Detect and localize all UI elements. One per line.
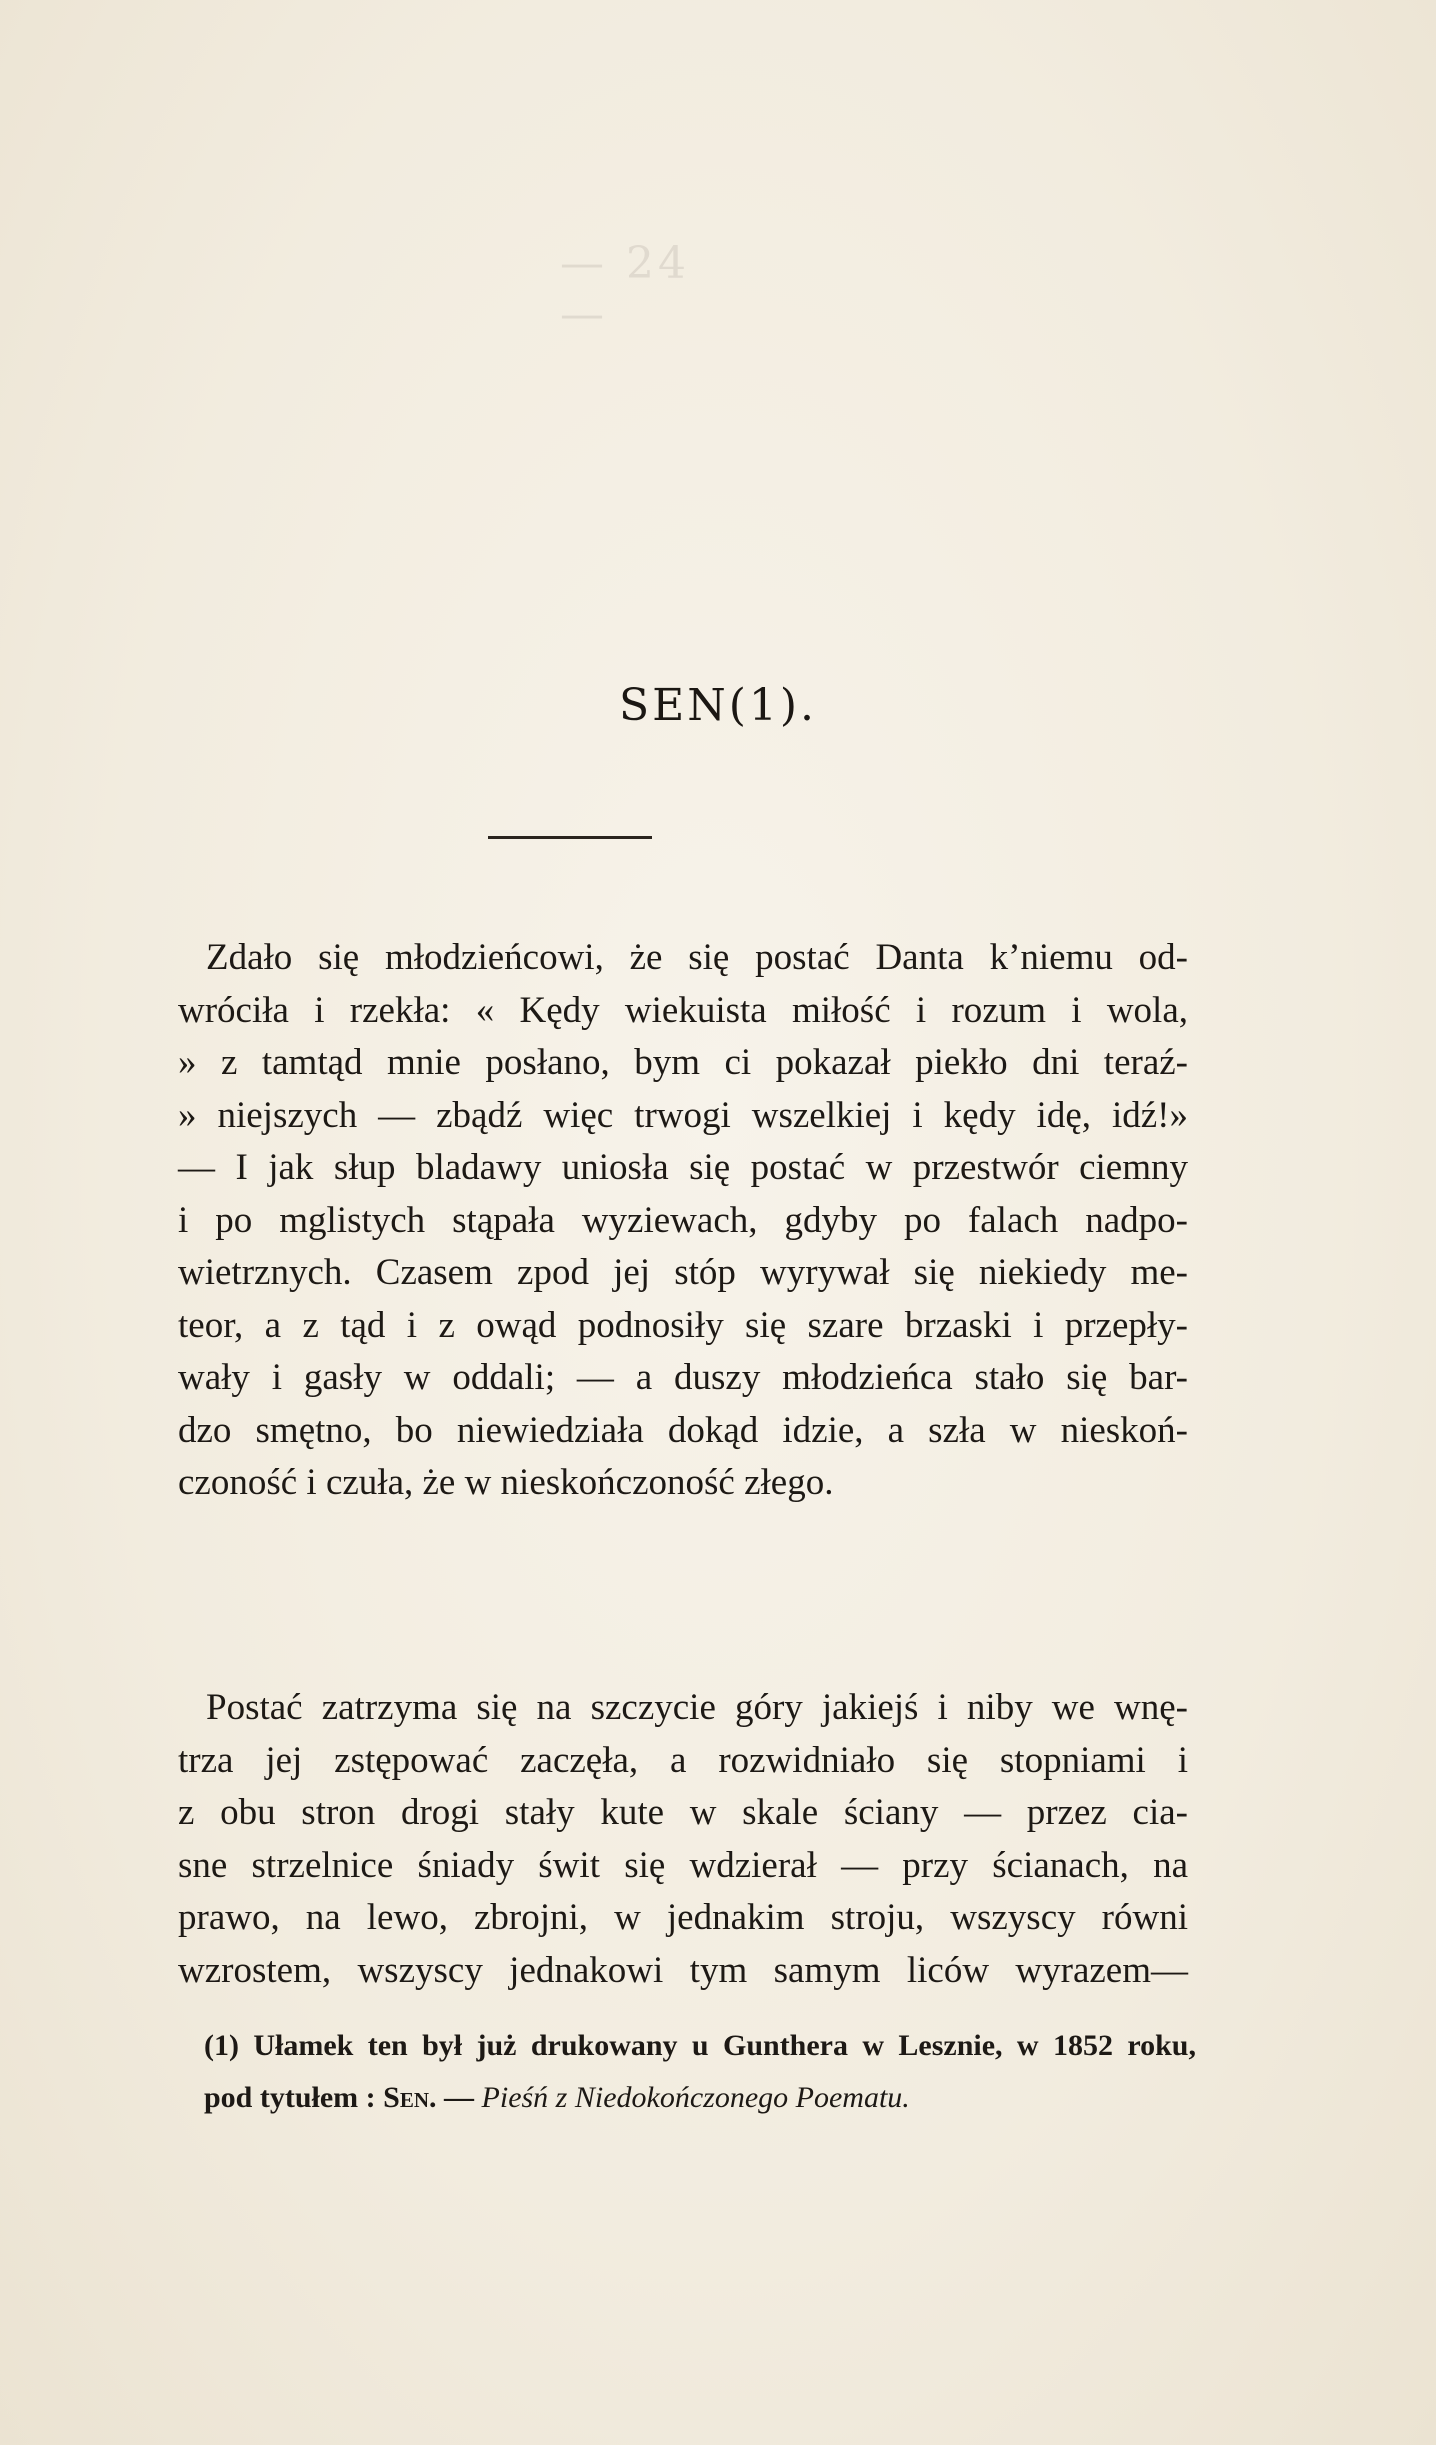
text-line: sne strzelnice śniady świt się wdzierał — przy ścianach, na [178, 1844, 1188, 1886]
footnote-prefix: pod tytułem : [204, 2081, 384, 2114]
text-line: prawo, na lewo, zbrojni, w jednakim stroju, wszyscy równi [178, 1897, 1188, 1938]
text-line: — I jak słup bladawy uniosła się postać w przestwór ciemny [178, 1147, 1188, 1188]
text-line: Postać zatrzyma się na szczycie góry jakiejś i niby we wnę- [206, 1687, 1188, 1728]
text-line: wróciła i rzekła: « Kędy wiekuista miłość i rozum i wola, [178, 989, 1188, 1031]
text-line: dzo smętno, bo niewiedziała dokąd idzie, a szła w nieskoń- [178, 1409, 1188, 1451]
text-line: teor, a z tąd i z owąd podnosiły się szare brzaski i przepły- [178, 1304, 1188, 1346]
footnote-title-smallcaps: Sen [383, 2081, 430, 2114]
text-line: » z tamtąd mnie posłano, bym ci pokazał piekło dni teraź- [178, 1042, 1188, 1083]
footnote-separator: . — [429, 2081, 482, 2114]
text-line: wietrznych. Czasem zpod jej stóp wyrywał się niekiedy me- [178, 1252, 1188, 1293]
chapter-title: SEN(1). [618, 680, 818, 731]
text-line: z obu stron drogi stały kute w skale ściany — przez cia- [178, 1792, 1188, 1833]
text-line: wzrostem, wszyscy jednakowi tym samym liców wyrazem— [178, 1949, 1188, 1991]
footnote-italic-title: Pieśń z Niedokończonego Poematu. [481, 2081, 910, 2114]
page-number: — 24 — [560, 238, 690, 340]
text-line: i po mglistych stąpała wyziewach, gdyby po falach nadpo- [178, 1199, 1188, 1241]
footnote-line-1: (1) Ułamek ten był już drukowany u Gunthera w Lesznie, w 1852 roku, [204, 2029, 1196, 2062]
footnote [204, 2020, 1196, 2124]
text-line: » niejszych — zbądź więc trwogi wszelkiej i kędy idę, idź!» [178, 1094, 1188, 1136]
text-line: trza jej zstępować zaczęła, a rozwidniało się stopniami i [178, 1739, 1188, 1781]
text-line: czoność i czuła, że w nieskończoność złego. [178, 1462, 834, 1503]
footnote-line-2 [204, 2072, 1196, 2124]
paragraph-2 [178, 1682, 1188, 1997]
text-line: Zdało się młodzieńcowi, że się postać Danta k’niemu od- [206, 937, 1188, 978]
text-line: wały i gasły w oddali; — a duszy młodzieńca stało się bar- [178, 1357, 1188, 1398]
title-divider [488, 836, 652, 839]
paragraph-1 [178, 932, 1188, 1510]
